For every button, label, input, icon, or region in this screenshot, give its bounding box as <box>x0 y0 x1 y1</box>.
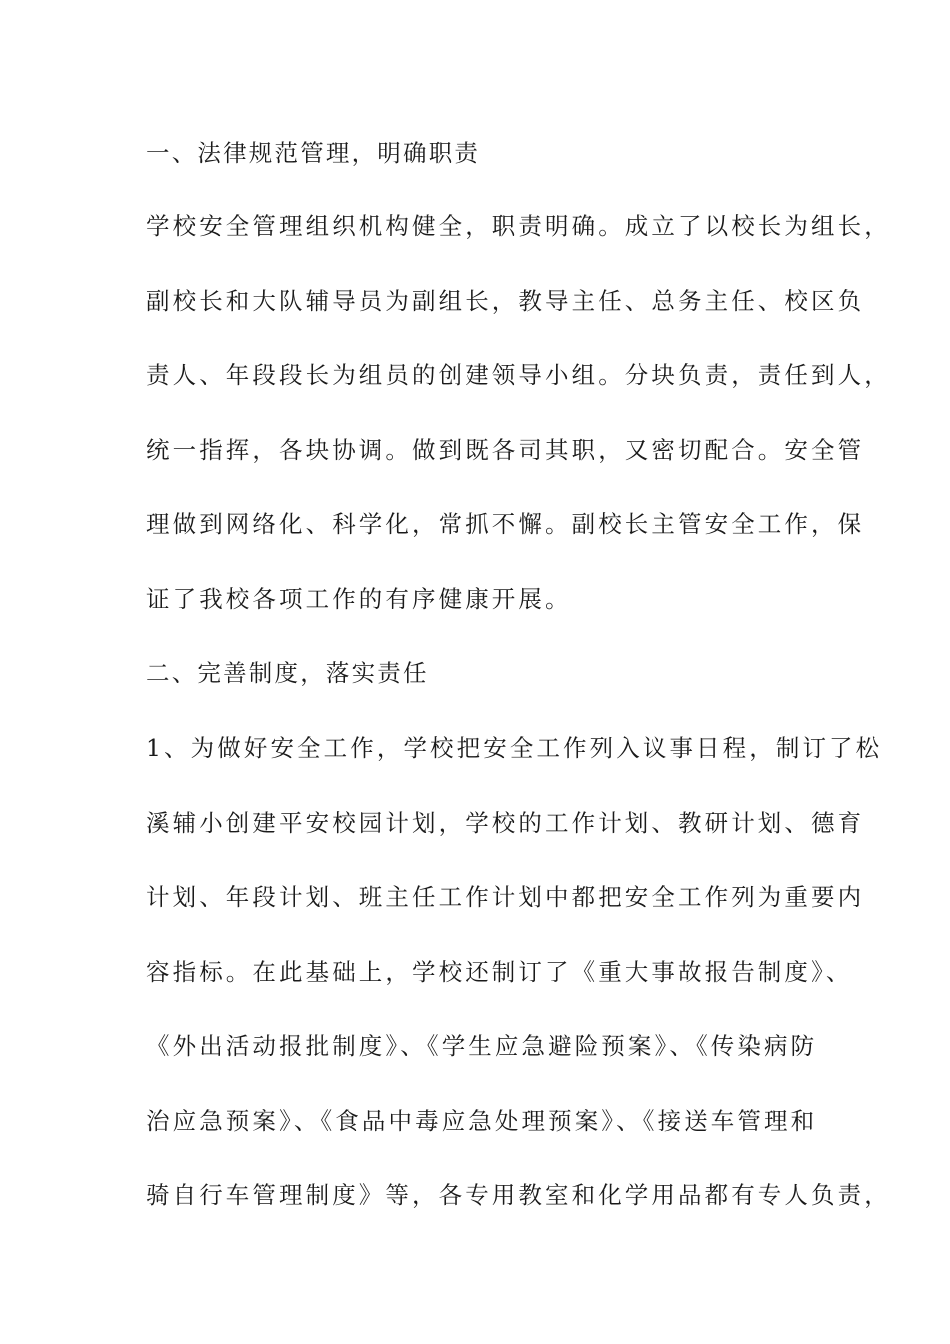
paragraph-line: 统一指挥，各块协调。做到既各司其职，又密切配合。安全管 <box>146 436 865 464</box>
paragraph-line: 治应急预案》、《食品中毒应急处理预案》、《接送车管理和 <box>146 1107 818 1135</box>
paragraph-line: 容指标。在此基础上，学校还制订了《重大事故报告制度》、 <box>146 958 853 986</box>
section-heading-1: 一、法律规范管理，明确职责 <box>146 139 481 167</box>
section-heading-2: 二、完善制度，落实责任 <box>146 659 429 687</box>
paragraph-line: 溪辅小创建平安校园计划，学校的工作计划、教研计划、德育 <box>146 809 865 837</box>
paragraph-line: 《外出活动报批制度》、《学生应急避险预案》、《传染病防 <box>146 1032 818 1060</box>
paragraph-line: 骑自行车管理制度》等，各专用教室和化学用品都有专人负责， <box>146 1181 891 1209</box>
paragraph-line: 证了我校各项工作的有序健康开展。 <box>146 585 572 613</box>
paragraph-line: 1、为做好安全工作，学校把安全工作列入议事日程，制订了松 <box>146 734 883 762</box>
paragraph-line: 学校安全管理组织机构健全，职责明确。成立了以校长为组长， <box>146 212 891 240</box>
paragraph-line: 理做到网络化、科学化，常抓不懈。副校长主管安全工作，保 <box>146 510 865 538</box>
paragraph-line: 副校长和大队辅导员为副组长，教导主任、总务主任、校区负 <box>146 287 865 315</box>
paragraph-line: 责人、年段段长为组员的创建领导小组。分块负责，责任到人， <box>146 361 891 389</box>
paragraph-line: 计划、年段计划、班主任工作计划中都把安全工作列为重要内 <box>146 883 865 911</box>
